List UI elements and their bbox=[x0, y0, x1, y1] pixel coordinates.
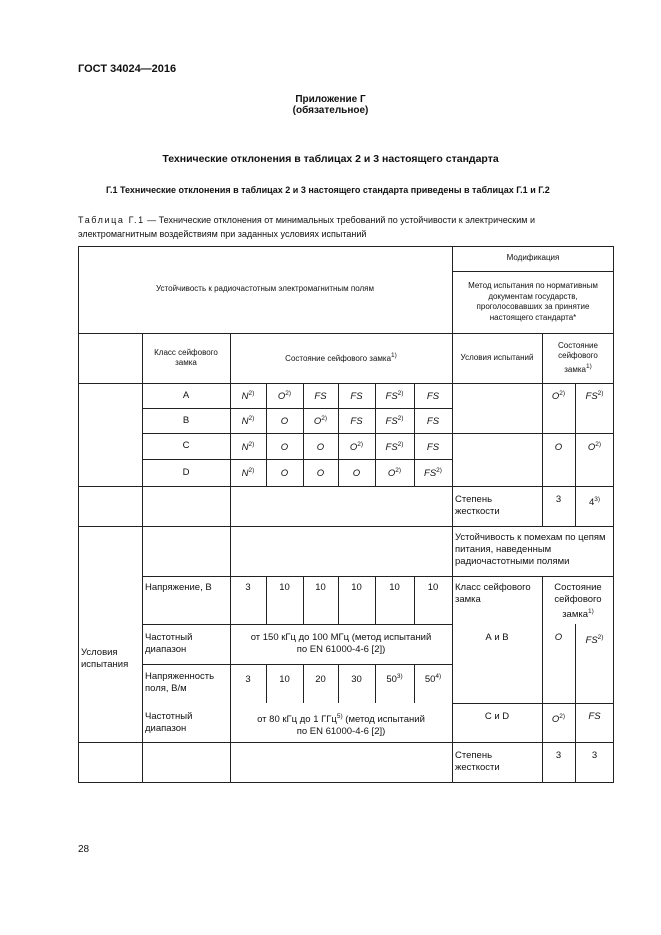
lock-state-value: FS bbox=[424, 468, 437, 479]
test-method-header: Метод испытания по нормативным документам государств, проголосовавших за принятие настоящего стандарта* bbox=[468, 281, 598, 322]
lock-state-cell bbox=[375, 433, 414, 459]
frequency-range-label-1: Частотный диапазон bbox=[145, 632, 193, 655]
field-strength-number: 30 bbox=[351, 674, 362, 685]
lock-state-footnote: 2) bbox=[285, 390, 292, 397]
lock-state-header bbox=[230, 333, 452, 383]
lock-class-cell: C bbox=[182, 440, 190, 451]
lock-state-cell bbox=[266, 408, 303, 433]
field-strength-number: 10 bbox=[279, 674, 290, 685]
group-cd-value-2: FS bbox=[588, 711, 601, 722]
field-strength-value bbox=[414, 669, 452, 689]
lock-state-cell bbox=[303, 459, 338, 486]
lock-state-cell bbox=[230, 383, 266, 408]
lock-state-footnote: 2) bbox=[397, 440, 404, 448]
voltage-value: 10 bbox=[351, 582, 362, 593]
lock-state-cell bbox=[375, 408, 414, 433]
lock-state-cell bbox=[414, 459, 452, 486]
lock-state-value: FS bbox=[385, 391, 398, 402]
field-strength-number: 20 bbox=[315, 674, 326, 685]
lock-class-cell: A bbox=[182, 389, 190, 401]
voltage-value: 10 bbox=[389, 582, 400, 593]
field-strength-value bbox=[338, 669, 375, 689]
lock-state-footnote: 2) bbox=[248, 440, 255, 448]
group-ab-value-2-sup: 2) bbox=[597, 634, 604, 641]
frequency-range-label-2: Частотный диапазон bbox=[145, 711, 193, 734]
lock-state-value: N bbox=[241, 468, 249, 479]
method-lock-state-cell bbox=[575, 383, 614, 408]
group-cd-value-1 bbox=[542, 709, 575, 729]
lock-state-cell bbox=[338, 383, 375, 408]
voltage-value: 10 bbox=[315, 582, 326, 593]
field-strength-value bbox=[266, 669, 303, 689]
lock-state-value: O bbox=[277, 391, 286, 402]
lock-state-footnote: 2) bbox=[248, 415, 255, 422]
lock-state-cell bbox=[303, 383, 338, 408]
lock-state-value: O bbox=[280, 468, 289, 479]
lock-state-value: FS bbox=[385, 441, 398, 453]
group-cd-value-1-text: O bbox=[551, 714, 560, 725]
field-strength-value bbox=[230, 669, 266, 689]
lock-state-footnote: 2) bbox=[248, 467, 255, 474]
field-strength-label: Напряженность поля, В/м bbox=[145, 671, 215, 694]
lock-state-value: O bbox=[313, 416, 322, 427]
lock-state-footnote: 2) bbox=[248, 390, 255, 397]
modification-header: Модификация bbox=[506, 253, 560, 263]
test-conditions-label: Условия испытания bbox=[81, 647, 129, 670]
lock-state-footnote: 2) bbox=[357, 440, 364, 448]
lock-state-cell bbox=[375, 459, 414, 486]
lock-state-footnote: 2) bbox=[395, 467, 402, 474]
freq1-line-b: по EN 61000-4-6 [2]) bbox=[296, 644, 386, 655]
voltage-value: 3 bbox=[245, 582, 251, 593]
method-lock-state-value: O bbox=[587, 441, 596, 453]
field-strength-value bbox=[303, 669, 338, 689]
freq2-line-a: от 80 кГц до 1 ГГц bbox=[257, 714, 337, 725]
lock-state-cell bbox=[303, 433, 338, 459]
method-lock-state-value: O bbox=[551, 391, 560, 402]
group-ab-value-2 bbox=[575, 630, 614, 650]
freq2-sup: 5) bbox=[336, 713, 343, 720]
lock-state-cell bbox=[414, 383, 452, 408]
voltage-label: Напряжение, В bbox=[145, 582, 212, 593]
lock-state-cell bbox=[414, 408, 452, 433]
lock-state-cell bbox=[230, 433, 266, 459]
lock-state-value: FS bbox=[350, 416, 363, 427]
test-conditions-header: Условия испытаний bbox=[460, 352, 534, 362]
severity-label: Степень жесткости bbox=[455, 494, 500, 517]
lock-state-header-right bbox=[542, 333, 614, 383]
lock-state-value: FS bbox=[314, 391, 327, 402]
method-lock-state-cell bbox=[542, 433, 575, 459]
lock-state-cell bbox=[375, 383, 414, 408]
lock-state-cell bbox=[266, 383, 303, 408]
freq2-line-b: по EN 61000-4-6 [2]) bbox=[296, 726, 386, 737]
group-ab-value-2-text: FS bbox=[585, 635, 598, 646]
severity2-value-2: 3 bbox=[591, 750, 598, 761]
caption-label: Таблица Г.1 bbox=[78, 215, 145, 225]
group-cd-value-1-sup: 2) bbox=[559, 713, 566, 720]
lock-state-cell bbox=[414, 433, 452, 459]
severity-value-1: 3 bbox=[555, 494, 562, 505]
lock-state-value: O bbox=[349, 441, 358, 453]
lock-state-cell bbox=[338, 433, 375, 459]
group-cd-label: С и D bbox=[484, 711, 510, 722]
lock-state-cell bbox=[230, 459, 266, 486]
footnote-1-mark-right: 1) bbox=[585, 362, 592, 370]
field-strength-number: 3 bbox=[245, 674, 251, 685]
field-strength-footnote: 4) bbox=[435, 673, 442, 680]
severity-label-2: Степень жесткости bbox=[455, 750, 500, 773]
lock-state-cell bbox=[338, 459, 375, 486]
voltage-value: 10 bbox=[427, 582, 439, 593]
conducted-immunity-header: Устойчивость к помехам по цепям питания, наведенным радиочастотными полями bbox=[455, 532, 606, 567]
lock-state-cell bbox=[266, 433, 303, 459]
severity2-value-1: 3 bbox=[555, 750, 562, 761]
table-caption bbox=[78, 213, 614, 241]
voltage-value: 10 bbox=[279, 582, 290, 593]
freq1-line-a: от 150 кГц до 100 МГц (метод испытаний bbox=[250, 632, 432, 643]
method-lock-state-cell bbox=[575, 433, 614, 459]
deviation-table bbox=[78, 246, 614, 783]
method-lock-state-footnote: 2) bbox=[559, 390, 566, 397]
right-lock-state-label bbox=[542, 580, 614, 624]
lock-state-cell bbox=[230, 408, 266, 433]
lock-state-value: FS bbox=[426, 416, 440, 427]
lock-class-cell: B bbox=[182, 414, 190, 426]
section-title: Технические отклонения в таблицах 2 и 3 настоящего стандарта bbox=[162, 153, 499, 165]
appendix-subtitle: (обязательное) bbox=[292, 105, 369, 116]
lock-state-value: O bbox=[316, 468, 325, 479]
lock-class-cell: D bbox=[182, 466, 190, 478]
method-lock-state-footnote: 2) bbox=[595, 440, 602, 448]
lock-state-footnote: 2) bbox=[321, 415, 328, 422]
severity-value-2 bbox=[575, 492, 614, 512]
lock-state-cell bbox=[303, 408, 338, 433]
lock-state-value: O bbox=[280, 441, 289, 453]
freq2-line-a2: (метод испытаний bbox=[342, 714, 425, 725]
lock-state-value: O bbox=[280, 416, 289, 427]
clause-text: Г.1 Технические отклонения в таблицах 2 и 3 настоящего стандарта приведены в таблицах Г.1 и Г.2 bbox=[106, 185, 550, 195]
page-number: 28 bbox=[78, 844, 90, 855]
appendix-title: Приложение Г bbox=[295, 94, 366, 105]
method-lock-state-cell bbox=[542, 383, 575, 408]
lock-state-value: O bbox=[352, 468, 361, 479]
lock-state-footnote: 2) bbox=[436, 467, 442, 474]
method-lock-state-footnote: 2) bbox=[597, 390, 604, 397]
lock-state-value: O bbox=[387, 468, 396, 479]
lock-state-value: FS bbox=[385, 416, 398, 427]
severity-value-2-sup: 3) bbox=[594, 496, 601, 503]
lock-state-value: N bbox=[241, 416, 249, 427]
method-lock-state-value: O bbox=[554, 441, 563, 453]
lock-state-value: O bbox=[316, 441, 325, 453]
field-strength-number: 50 bbox=[424, 674, 436, 685]
footnote-1-mark: 1) bbox=[391, 352, 397, 360]
method-lock-state-value: FS bbox=[585, 391, 598, 402]
field-strength-value bbox=[375, 669, 414, 689]
lock-state-value: FS bbox=[426, 441, 440, 453]
lock-state-header-right-text: Состояние сейфового замка bbox=[558, 340, 598, 374]
frequency-range-value-2 bbox=[230, 709, 452, 742]
lock-state-footnote: 2) bbox=[397, 390, 404, 397]
lock-state-value: N bbox=[241, 391, 249, 402]
right-lock-class-label: Класс сейфового замка bbox=[455, 582, 531, 605]
lock-state-value: FS bbox=[350, 391, 363, 402]
group-ab-label: А и В bbox=[485, 632, 509, 643]
document-header: ГОСТ 34024—2016 bbox=[78, 63, 177, 75]
field-strength-footnote: 3) bbox=[396, 673, 403, 680]
lock-state-value: FS bbox=[426, 391, 440, 402]
caption-text: — Технические отклонения от минимальных требований по устойчивости к электрическим и электромагнитным воздействиям при заданных условиях испытаний bbox=[78, 215, 535, 239]
rf-field-immunity-header: Устойчивость к радиочастотным электромагнитным полям bbox=[156, 284, 374, 294]
severity-value-2-text: 4 bbox=[588, 497, 595, 508]
lock-state-cell bbox=[338, 408, 375, 433]
frequency-range-value-1 bbox=[230, 630, 452, 664]
right-lock-state-sup: 1) bbox=[588, 608, 594, 615]
lock-state-header-text: Состояние сейфового замка bbox=[285, 354, 392, 364]
field-strength-number: 50 bbox=[386, 674, 397, 685]
right-lock-state-text: Состояние сейфового замка bbox=[554, 582, 602, 620]
lock-state-value: N bbox=[241, 441, 249, 453]
lock-state-footnote: 2) bbox=[397, 415, 404, 422]
group-ab-value-1: O bbox=[554, 632, 563, 643]
lock-class-header: Класс сейфового замка bbox=[154, 347, 218, 367]
lock-state-cell bbox=[266, 459, 303, 486]
